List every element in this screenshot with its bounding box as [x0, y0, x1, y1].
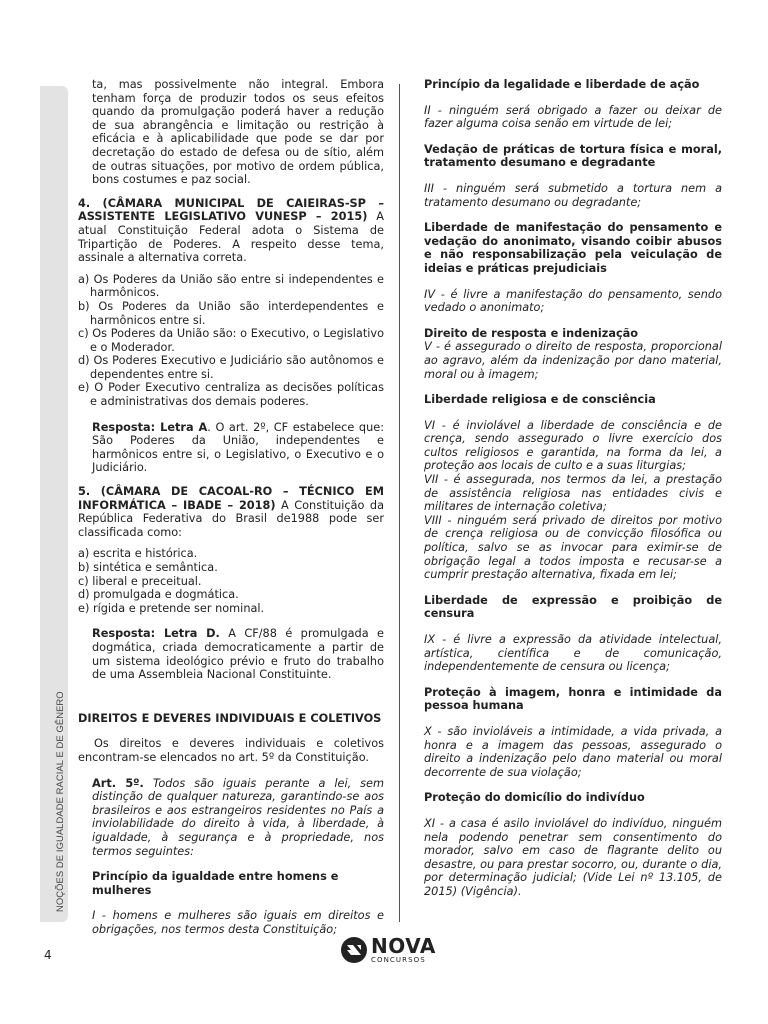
answer-text: . O art. 2º, CF estabelece que: São Poderes da União, independentes e harmônicos entre si, o Legislativo, o Executivo e o Judiciário. [92, 420, 385, 475]
question-5-answer [78, 627, 384, 681]
option-e: e) O Poder Executivo centraliza as decisões políticas e administrativas dos demais poderes. [78, 381, 384, 409]
principle-text: I - homens e mulheres são iguais em direitos e obrigações, nos termos desta Constituição; [92, 909, 384, 936]
right-item [410, 594, 722, 674]
item-text: VII - é assegurada, nos termos da lei, a prestação de assistência religiosa nas entidades civis e militares de internação coletiva; [424, 473, 722, 514]
right-item [410, 327, 722, 381]
option-c: c) Os Poderes da União são: o Executivo, o Legislativo e o Moderador. [78, 327, 384, 354]
publisher-logo [340, 936, 436, 964]
option-b: b) Os Poderes da União são interdependentes e harmônicos entre si. [78, 299, 384, 327]
item-text: VI - é inviolável a liberdade de consciência e de crença, sendo assegurado o livre exercício dos cultos religiosos e garantida, na forma da lei, a proteção aos locais de culto e a suas liturgias; [424, 418, 722, 473]
principle-title: Princípio da igualdade entre homens e mulheres [92, 870, 339, 897]
item-title: Liberdade religiosa e de consciência [424, 393, 656, 407]
item-text: IX - é livre a expressão da atividade intelectual, artística, científica e de comunicação, independentemente de censura ou licença; [424, 633, 722, 674]
item-title: Direito de resposta e indenização [424, 326, 639, 340]
right-item [410, 78, 722, 131]
item-title: Proteção do domicílio do indivíduo [424, 791, 645, 805]
option-d: d) Os Poderes Executivo e Judiciário são autônomos e dependentes entre si. [78, 354, 384, 381]
article-5-text: Todos são iguais perante a lei, sem distinção de qualquer natureza, garantindo-se aos brasileiros e aos estrangeiros residentes no País a inviolabilidade do direito à vida, à liberdade, à igualdade, à segurança e à propriedade, nos termos seguintes: [92, 776, 385, 858]
section-title: DIREITOS E DEVERES INDIVIDUAIS E COLETIVOS [78, 711, 382, 725]
answer-label: Resposta: Letra A [92, 420, 208, 434]
option-b: b) sintética e semântica. [78, 561, 218, 574]
page-number: 4 [44, 948, 52, 962]
section-intro: Os direitos e deveres individuais e coletivos encontram-se elencados no art. 5º da Constituição. [78, 737, 384, 764]
article-5-label: Art. 5º. [92, 776, 144, 790]
item-title: Proteção à imagem, honra e intimidade da pessoa humana [424, 685, 722, 713]
right-item [410, 791, 722, 898]
item-text: IV - é livre a manifestação do pensamento, sendo vedado o anonimato; [424, 287, 722, 315]
question-4-header: 4. (CÂMARA MUNICIPAL DE CAIEIRAS-SP – ASSISTENTE LEGISLATIVO VUNESP – 2015) [78, 196, 384, 224]
left-column [78, 78, 384, 936]
question-5-text: A Constituição da República Federativa do Brasil de1988 pode ser classificada como: [78, 498, 385, 539]
item-text: V - é assegurado o direito de resposta, proporcional ao agravo, além da indenização por dano material, moral ou à imagem; [424, 340, 722, 381]
answer-label: Resposta: Letra D. [92, 627, 220, 641]
question-5 [78, 485, 384, 539]
article-5 [78, 777, 384, 859]
option-a: a) escrita e histórica. [78, 547, 198, 561]
item-text: XI - a casa é asilo inviolável do indivíduo, ninguém nela podendo penetrar sem consentimento do morador, salvo em caso de flagrante delito ou desastre, ou para prestar socorro, ou, durante o dia, por determinação judicial; (Vide Lei nº 13.105, de 2015) (Vigência). [424, 816, 722, 898]
option-c: c) liberal e preceitual. [78, 574, 202, 588]
brand-tagline: CONCURSOS [371, 956, 426, 964]
item-text: II - ninguém será obrigado a fazer ou deixar de fazer alguma coisa senão em virtude de lei; [424, 103, 722, 131]
column-divider [399, 84, 400, 922]
question-4-options [78, 273, 384, 409]
right-item [410, 221, 722, 315]
nova-logo-icon [340, 936, 368, 964]
item-title: Liberdade de manifestação do pensamento e vedação do anonimato, visando coibir abusos e não responsabilização pela veiculação de ideias e práticas prejudiciais [424, 221, 722, 275]
question-4 [78, 197, 384, 265]
option-d: d) promulgada e dogmática. [78, 588, 239, 602]
question-5-header: 5. (CÂMARA DE CACOAL-RO – TÉCNICO EM INFORMÁTICA – IBADE – 2018) [78, 485, 384, 512]
right-item [410, 686, 722, 780]
right-item [410, 393, 722, 582]
question-4-text: A atual Constituição Federal adota o Sistema de Tripartição de Poderes. A respeito desse tema, assinale a alternativa correta. [78, 210, 384, 265]
question-4-answer [78, 421, 384, 475]
item-text: VIII - ninguém será privado de direitos por motivo de crença religiosa ou de convicção filosófica ou política, salvo se as invocar para eximir-se de obrigação legal a todos imposta e recusar-se a cumprir prestação alternativa, fixada em lei; [424, 513, 722, 582]
item-title: Vedação de práticas de tortura física e moral, tratamento desumano e degradante [424, 142, 722, 170]
option-a: a) Os Poderes da União são entre si independentes e harmônicos. [78, 272, 384, 300]
option-e: e) rígida e pretende ser nominal. [78, 601, 265, 615]
brand-name: NOVA [371, 934, 436, 958]
item-title: Liberdade de expressão e proibição de censura [424, 593, 722, 621]
right-column [410, 78, 722, 899]
item-text: X - são invioláveis a intimidade, a vida privada, a honra e a imagem das pessoas, assegurado o direito a indenização pelo dano material ou moral decorrente de sua violação; [424, 724, 722, 779]
item-title: Princípio da legalidade e liberdade de ação [424, 78, 700, 91]
item-text: III - ninguém será submetido a tortura nem a tratamento desumano ou degradante; [424, 181, 722, 209]
answer-text: A CF/88 é promulgada e dogmática, criada democraticamente a partir de um sistema ideológico prévio e fruto do trabalho de uma Assembleia Nacional Constituinte. [92, 627, 384, 682]
question-5-options [78, 547, 384, 615]
side-subject-label: NOÇÕES DE IGUALDADE RACIAL E DE GÊNERO [54, 691, 65, 912]
right-item [410, 143, 722, 209]
intro-paragraph: ta, mas possivelmente não integral. Embora tenham força de produzir todos os seus efeitos quando da promulgação poderá haver a redução de sua abrangência e limitação ou restrição à eficácia e à aplicabilidade que pode se dar por decretação do estado de defesa ou de sítio, além de outras situações, por motivo de ordem pública, bons costumes e paz social. [92, 78, 384, 187]
